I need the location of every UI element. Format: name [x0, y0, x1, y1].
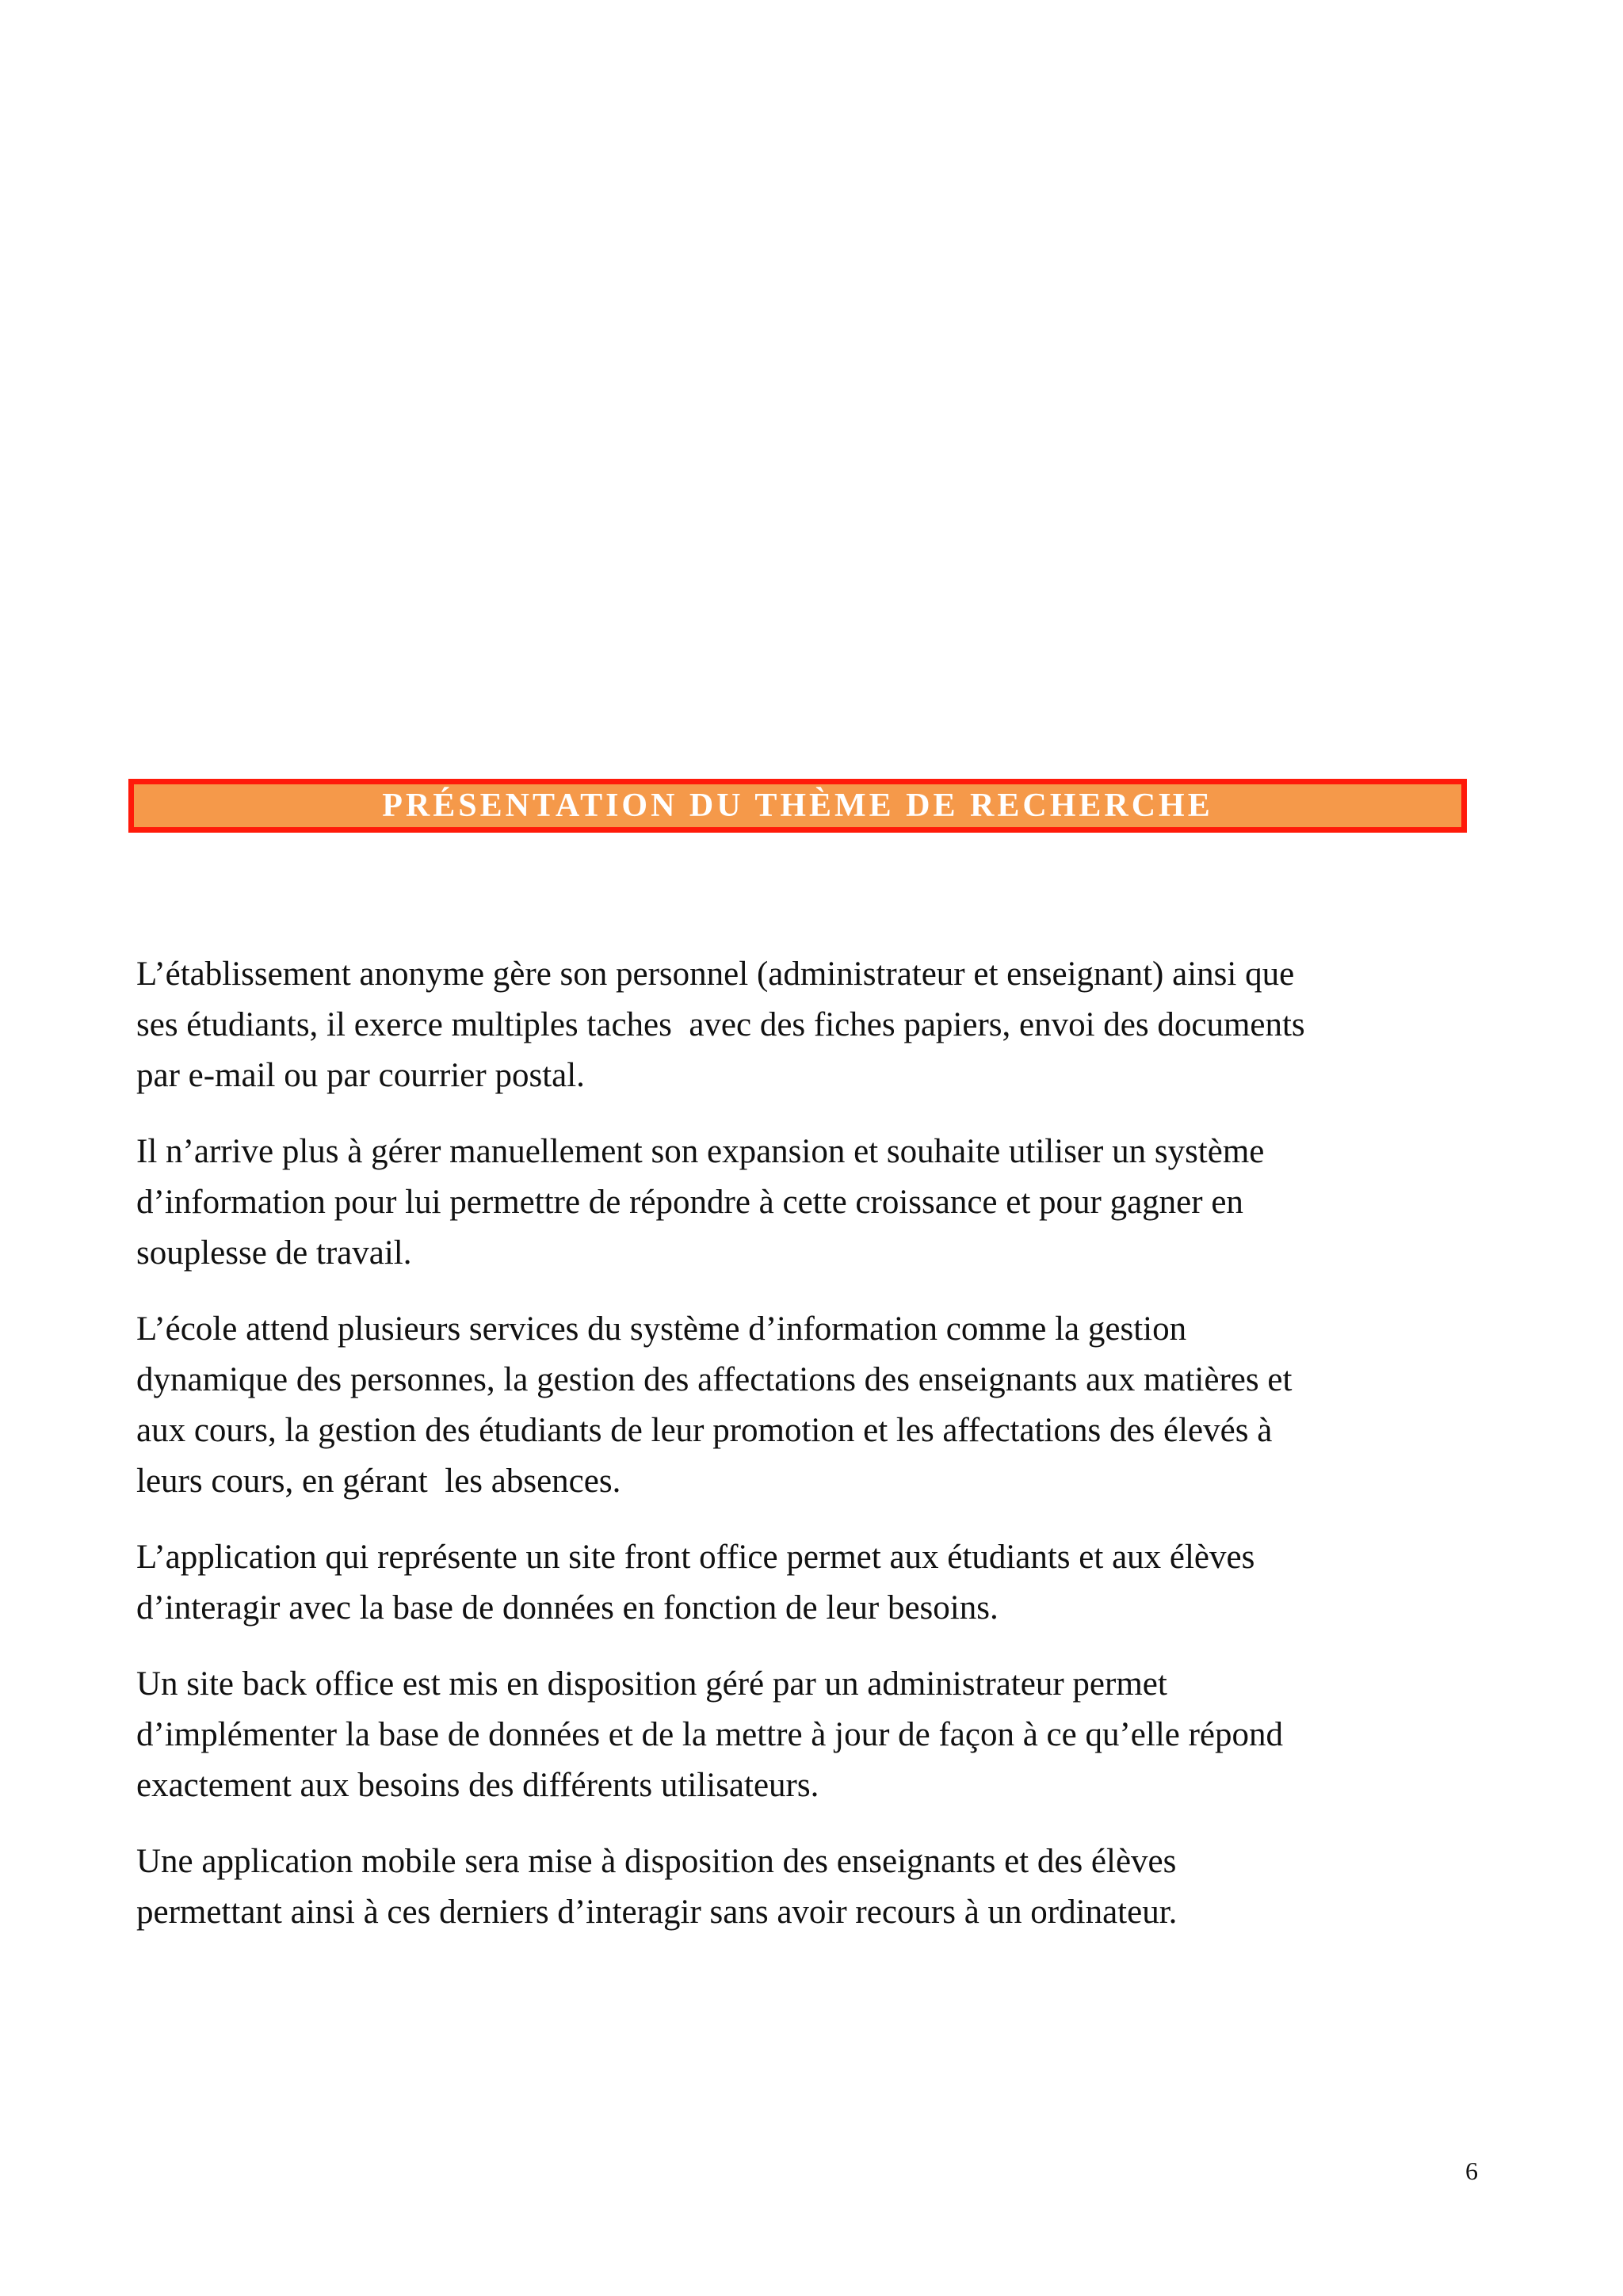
paragraph-line: ses étudiants, il exerce multiples taches avec des fiches papiers, envoi des documents: [136, 1006, 1305, 1043]
paragraph-line: aux cours, la gestion des étudiants de leur promotion et les affectations des élevés à: [136, 1412, 1273, 1449]
paragraph-line: par e-mail ou par courrier postal.: [136, 1057, 585, 1094]
paragraph-6: [136, 1836, 1484, 1938]
paragraph-line: L’école attend plusieurs services du système d’information comme la gestion: [136, 1310, 1187, 1348]
paragraph-line: dynamique des personnes, la gestion des affectations des enseignants aux matières et: [136, 1361, 1293, 1398]
paragraph-line: L’application qui représente un site front office permet aux étudiants et aux élèves: [136, 1539, 1255, 1576]
page-number: 6: [1465, 2157, 1478, 2185]
paragraph-3: [136, 1304, 1484, 1507]
paragraph-line: d’interagir avec la base de données en fonction de leur besoins.: [136, 1589, 999, 1627]
paragraph-line: leurs cours, en gérant les absences.: [136, 1463, 621, 1500]
paragraph-5: [136, 1659, 1484, 1811]
body-text: [136, 949, 1484, 1963]
paragraph-line: Il n’arrive plus à gérer manuellement son expansion et souhaite utiliser un système: [136, 1133, 1265, 1170]
paragraph-line: Une application mobile sera mise à disposition des enseignants et des élèves: [136, 1843, 1177, 1880]
paragraph-line: L’établissement anonyme gère son personnel (administrateur et enseignant) ainsi que: [136, 955, 1295, 993]
section-title-box: [128, 779, 1467, 833]
section-title: PRÉSENTATION DU THÈME DE RECHERCHE: [382, 788, 1213, 824]
paragraph-line: exactement aux besoins des différents utilisateurs.: [136, 1767, 819, 1804]
paragraph-line: d’implémenter la base de données et de la mettre à jour de façon à ce qu’elle répond: [136, 1716, 1284, 1753]
paragraph-line: souplesse de travail.: [136, 1234, 412, 1272]
paragraph-line: permettant ainsi à ces derniers d’interagir sans avoir recours à un ordinateur.: [136, 1894, 1178, 1931]
paragraph-line: d’information pour lui permettre de répondre à cette croissance et pour gagner en: [136, 1184, 1243, 1221]
paragraph-4: [136, 1532, 1484, 1634]
paragraph-1: [136, 949, 1484, 1101]
paragraph-2: [136, 1127, 1484, 1279]
paragraph-line: Un site back office est mis en disposition géré par un administrateur permet: [136, 1665, 1167, 1703]
